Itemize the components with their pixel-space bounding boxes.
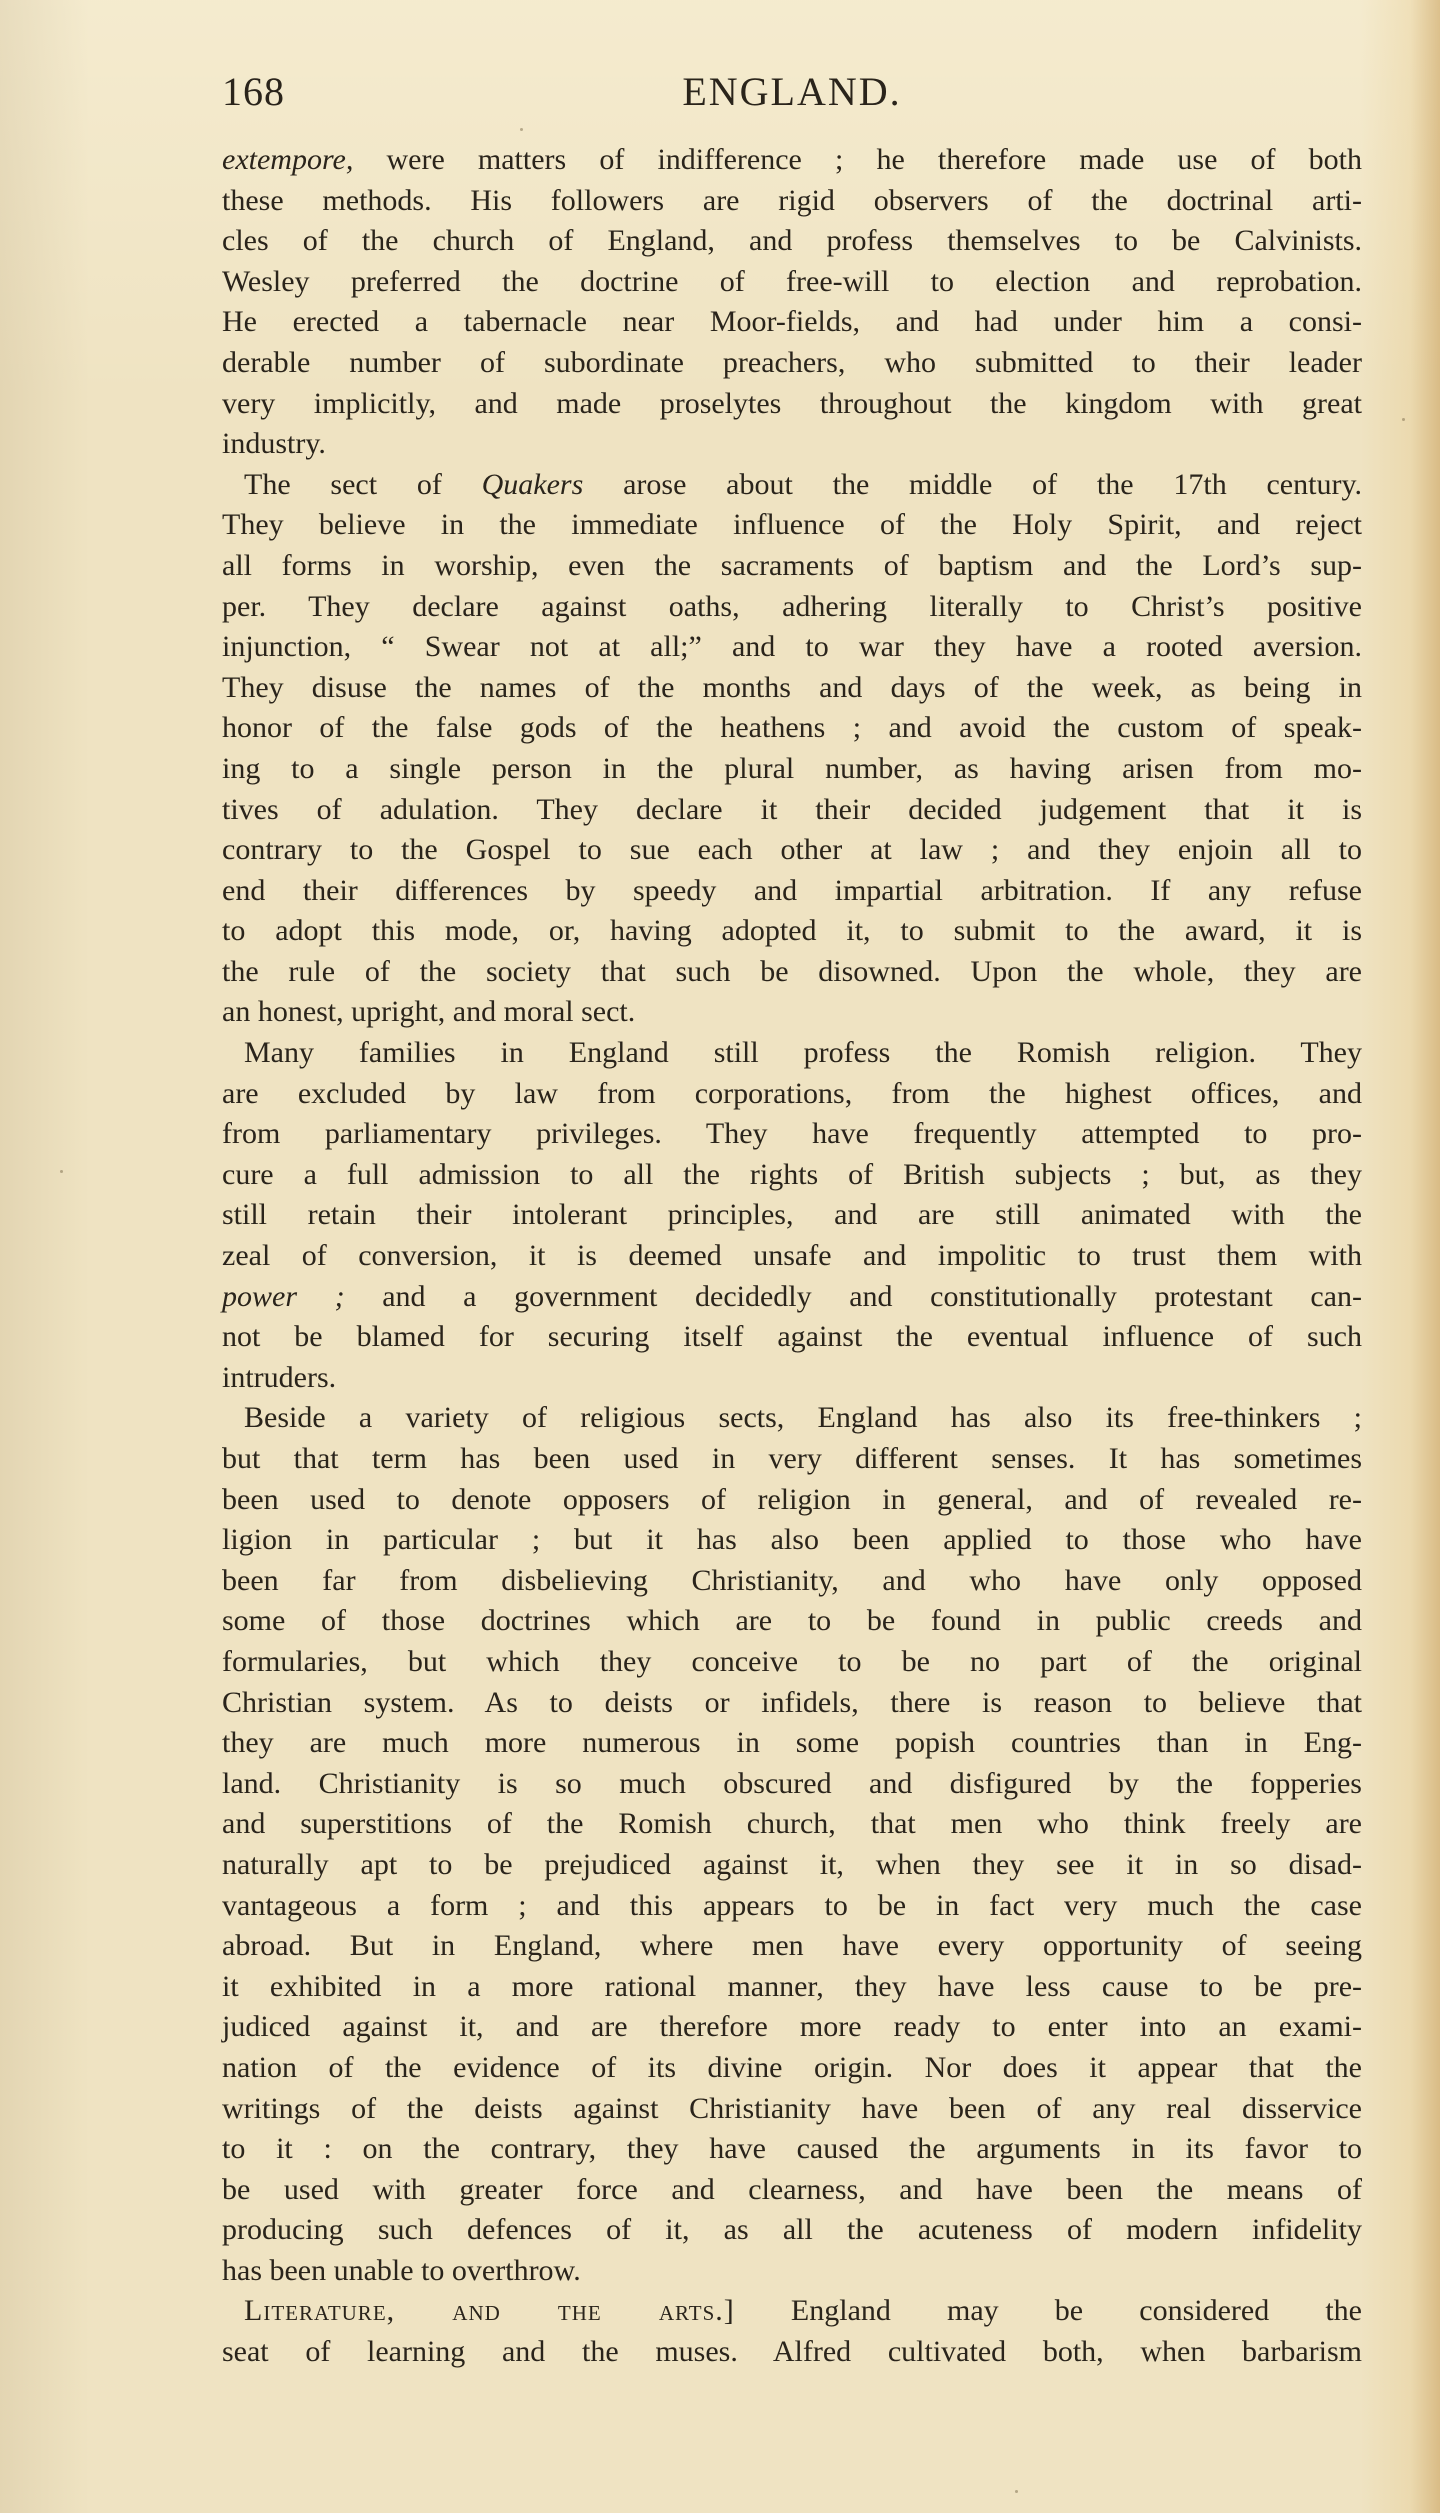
text-line: He erected a tabernacle near Moor-fields, and had under him a consi- xyxy=(222,305,1362,339)
text-line: and superstitions of the Romish church, that men who think freely are xyxy=(222,1807,1362,1841)
line-segment: were matters of indifference ; he therefore made use of both xyxy=(353,143,1362,176)
text-line: They disuse the names of the months and days of the week, as being in xyxy=(222,670,1362,704)
text-line: some of those doctrines which are to be found in public creeds and xyxy=(222,1604,1362,1638)
text-line: intruders. xyxy=(222,1360,337,1394)
paper-speck xyxy=(520,128,523,131)
text-line: per. They declare against oaths, adhering literally to Christ’s positive xyxy=(222,589,1362,623)
text-line: from parliamentary privileges. They have frequently attempted to pro- xyxy=(222,1117,1362,1151)
text-line: seat of learning and the muses. Alfred cultivated both, when barbarism xyxy=(222,2335,1362,2369)
italic-term: extempore, xyxy=(222,143,354,176)
text-line: not be blamed for securing itself against the eventual influence of such xyxy=(222,1320,1362,1354)
line-segment: arose about the middle of the 17th century. xyxy=(583,467,1362,501)
text-line: cles of the church of England, and profess themselves to be Calvinists. xyxy=(222,224,1362,258)
text-line: judiced against it, and are therefore more ready to enter into an exami- xyxy=(222,2010,1362,2044)
text-line: cure a full admission to all the rights of British subjects ; but, as they xyxy=(222,1157,1362,1191)
text-line: but that term has been used in very different senses. It has sometimes xyxy=(222,1442,1362,1475)
text-line: honor of the false gods of the heathens ; and avoid the custom of speak- xyxy=(222,711,1362,745)
text-line: been used to denote opposers of religion in general, and of revealed re- xyxy=(222,1482,1362,1516)
text-line: it exhibited in a more rational manner, they have less cause to be pre- xyxy=(222,1969,1362,2003)
paper-speck xyxy=(1015,2490,1018,2493)
text-line: injunction, “ Swear not at all;” and to war they have a rooted aversion. xyxy=(222,630,1362,664)
text-line: ing to a single person in the plural number, as having arisen from mo- xyxy=(222,751,1362,785)
text-line: all forms in worship, even the sacraments of baptism and the Lord’s sup- xyxy=(222,548,1362,582)
italic-term: power ; xyxy=(222,1279,345,1313)
text-line: zeal of conversion, it is deemed unsafe and impolitic to trust them with xyxy=(222,1239,1362,1273)
text-line: Many families in England still profess the Romish religion. They xyxy=(244,1036,1362,1070)
line-segment: The sect of xyxy=(244,467,482,501)
text-line: Christian system. As to deists or infidels, there is reason to believe that xyxy=(222,1685,1362,1719)
text-line: nation of the evidence of its divine origin. Nor does it appear that the xyxy=(222,2050,1362,2084)
text-line: tives of adulation. They declare it their decided judgement that it is xyxy=(222,792,1362,826)
text-line xyxy=(222,140,1362,181)
text-line: industry. xyxy=(222,427,326,461)
text-line: writings of the deists against Christianity have been of any real disservice xyxy=(222,2091,1362,2125)
text-line: abroad. But in England, where men have every opportunity of seeing xyxy=(222,1929,1362,1963)
paper-speck xyxy=(1402,418,1405,421)
text-line: very implicitly, and made proselytes throughout the kingdom with great xyxy=(222,386,1362,420)
line-segment: and a government decidedly and constitutionally protestant can- xyxy=(344,1279,1362,1313)
text-line: be used with greater force and clearness, and have been the means of xyxy=(222,2172,1362,2206)
running-head xyxy=(222,68,1362,128)
text-line: these methods. His followers are rigid observers of the doctrinal arti- xyxy=(222,183,1362,217)
text-line: end their differences by speedy and impartial arbitration. If any refuse xyxy=(222,873,1362,907)
text-line xyxy=(222,1277,1362,1318)
text-line: to it : on the contrary, they have caused the arguments in its favor to xyxy=(222,2132,1362,2166)
paper-speck xyxy=(60,1170,63,1173)
text-line: to adopt this mode, or, having adopted it, to submit to the award, it is xyxy=(222,914,1362,948)
text-line: contrary to the Gospel to sue each other at law ; and they enjoin all to xyxy=(222,833,1362,867)
body-text xyxy=(222,140,1362,2373)
text-line: naturally apt to be prejudiced against it, when they see it in so disad- xyxy=(222,1847,1362,1881)
text-line xyxy=(222,2291,1362,2332)
running-title: ENGLAND. xyxy=(682,69,902,114)
text-line: Beside a variety of religious sects, England has also its free-thinkers ; xyxy=(244,1401,1362,1435)
section-heading-inline: Literature, and the arts.] xyxy=(244,2294,735,2328)
text-line: derable number of subordinate preachers, who submitted to their leader xyxy=(222,345,1362,379)
text-line: vantageous a form ; and this appears to be in fact very much the case xyxy=(222,1888,1362,1922)
text-line xyxy=(222,465,1362,506)
text-line: still retain their intolerant principles, and are still animated with the xyxy=(222,1198,1362,1232)
text-line: ligion in particular ; but it has also been applied to those who have xyxy=(222,1523,1362,1557)
page-number: 168 xyxy=(222,69,285,114)
italic-term: Quakers xyxy=(481,467,584,501)
text-line: they are much more numerous in some popish countries than in Eng- xyxy=(222,1726,1362,1760)
text-line: land. Christianity is so much obscured and disfigured by the fopperies xyxy=(222,1766,1362,1800)
text-line: Wesley preferred the doctrine of free-will to election and reprobation. xyxy=(222,264,1362,298)
text-line: are excluded by law from corporations, from the highest offices, and xyxy=(222,1076,1362,1110)
text-line: the rule of the society that such be disowned. Upon the whole, they are xyxy=(222,954,1362,988)
text-line: has been unable to overthrow. xyxy=(222,2253,581,2287)
line-segment: England may be considered the xyxy=(734,2294,1362,2328)
text-line: They believe in the immediate influence of the Holy Spirit, and reject xyxy=(222,508,1362,542)
text-line: an honest, upright, and moral sect. xyxy=(222,995,636,1029)
text-line: been far from disbelieving Christianity, and who have only opposed xyxy=(222,1563,1362,1597)
text-line: producing such defences of it, as all the acuteness of modern infidelity xyxy=(222,2213,1362,2247)
text-line: formularies, but which they conceive to be no part of the original xyxy=(222,1644,1362,1678)
